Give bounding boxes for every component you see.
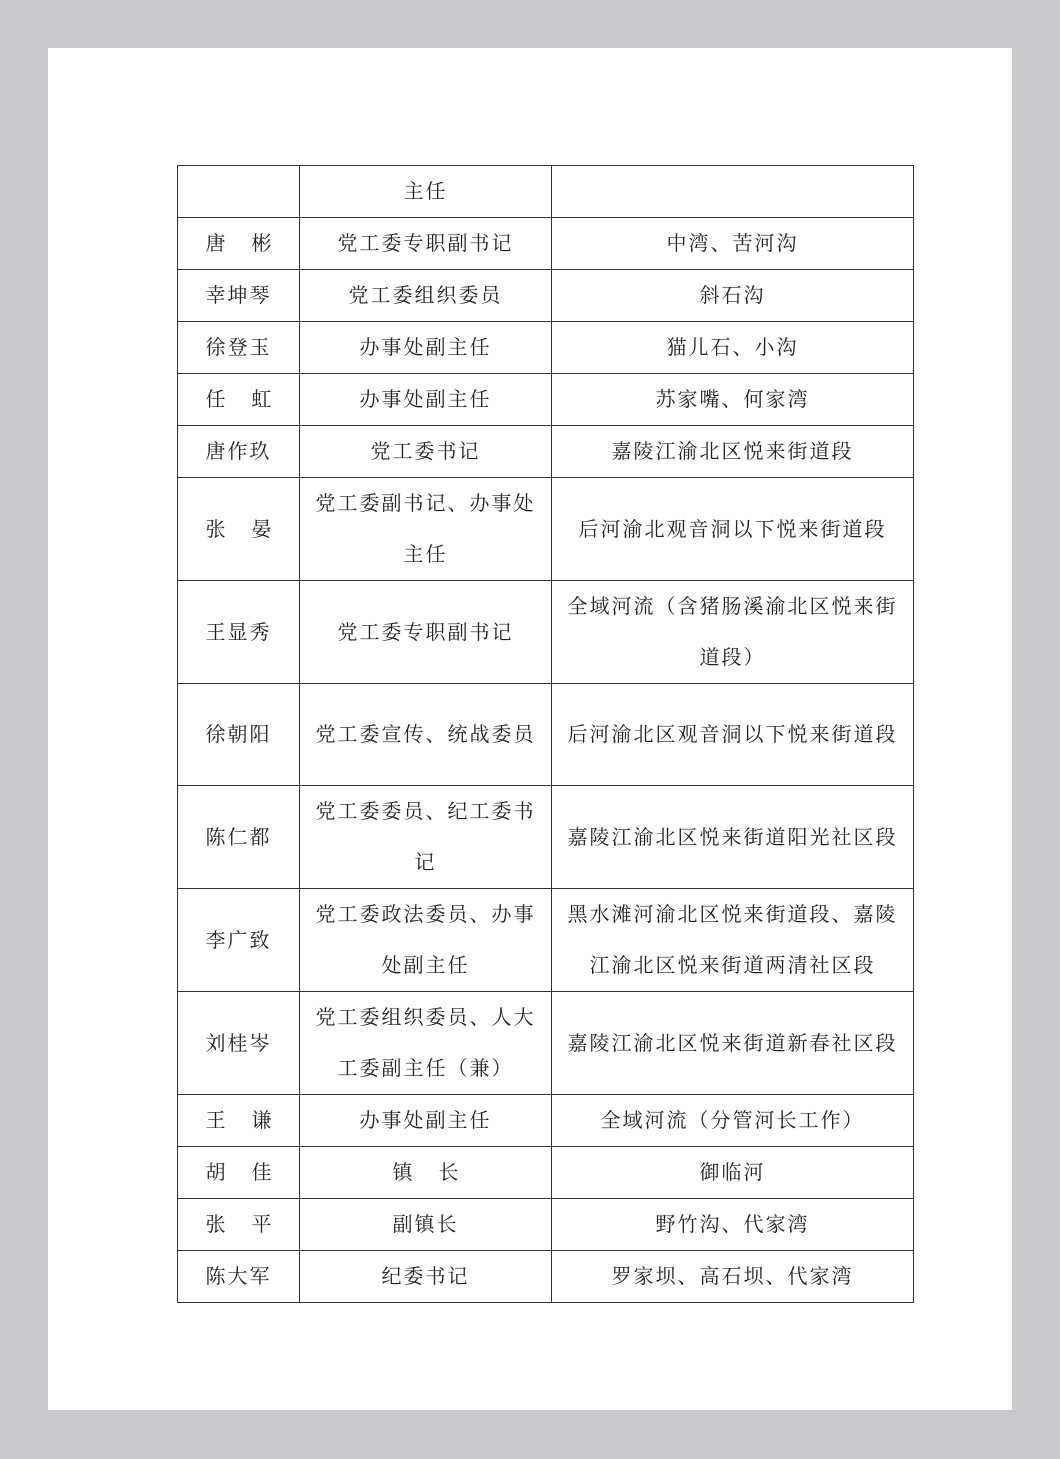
area-cell: 猫儿石、小沟 <box>552 322 914 374</box>
table-row <box>178 166 914 218</box>
table-row <box>178 322 914 374</box>
document-page <box>48 48 1012 1410</box>
area-cell: 野竹沟、代家湾 <box>552 1199 914 1251</box>
table-row <box>178 218 914 270</box>
area-cell: 嘉陵江渝北区悦来街道阳光社区段 <box>552 786 914 889</box>
title-cell: 办事处副主任 <box>300 1095 552 1147</box>
name-cell: 徐朝阳 <box>178 684 300 786</box>
name-cell: 陈仁都 <box>178 786 300 889</box>
table-row <box>178 581 914 684</box>
name-cell: 王显秀 <box>178 581 300 684</box>
name-cell: 张晏 <box>178 478 300 581</box>
table-row <box>178 1199 914 1251</box>
name-cell: 幸坤琴 <box>178 270 300 322</box>
name-cell: 徐登玉 <box>178 322 300 374</box>
table-row <box>178 1147 914 1199</box>
area-cell: 全域河流（分管河长工作） <box>552 1095 914 1147</box>
table-row <box>178 374 914 426</box>
table-row <box>178 992 914 1095</box>
title-cell: 副镇长 <box>300 1199 552 1251</box>
title-cell: 党工委组织委员、人大工委副主任（兼） <box>300 992 552 1095</box>
table-row <box>178 426 914 478</box>
title-cell: 党工委政法委员、办事处副主任 <box>300 889 552 992</box>
table-row <box>178 1095 914 1147</box>
name-cell: 李广致 <box>178 889 300 992</box>
river-chief-table <box>177 165 914 1303</box>
title-cell: 办事处副主任 <box>300 374 552 426</box>
name-cell: 唐作玖 <box>178 426 300 478</box>
table-row <box>178 889 914 992</box>
name-cell <box>178 166 300 218</box>
title-cell: 党工委书记 <box>300 426 552 478</box>
area-cell: 苏家嘴、何家湾 <box>552 374 914 426</box>
title-cell: 纪委书记 <box>300 1251 552 1303</box>
title-cell: 党工委委员、纪工委书记 <box>300 786 552 889</box>
title-cell: 党工委专职副书记 <box>300 581 552 684</box>
name-cell: 胡佳 <box>178 1147 300 1199</box>
table-row <box>178 684 914 786</box>
table-row <box>178 1251 914 1303</box>
area-cell: 全域河流（含猪肠溪渝北区悦来街道段） <box>552 581 914 684</box>
name-cell: 王谦 <box>178 1095 300 1147</box>
title-cell: 党工委宣传、统战委员 <box>300 684 552 786</box>
name-cell: 刘桂岑 <box>178 992 300 1095</box>
title-cell: 主任 <box>300 166 552 218</box>
title-cell: 办事处副主任 <box>300 322 552 374</box>
title-cell: 党工委副书记、办事处主任 <box>300 478 552 581</box>
table-row <box>178 478 914 581</box>
area-cell: 中湾、苦河沟 <box>552 218 914 270</box>
area-cell: 黑水滩河渝北区悦来街道段、嘉陵江渝北区悦来街道两清社区段 <box>552 889 914 992</box>
title-cell: 党工委专职副书记 <box>300 218 552 270</box>
area-cell <box>552 166 914 218</box>
area-cell: 后河渝北区观音洞以下悦来街道段 <box>552 684 914 786</box>
area-cell: 御临河 <box>552 1147 914 1199</box>
area-cell: 斜石沟 <box>552 270 914 322</box>
area-cell: 嘉陵江渝北区悦来街道段 <box>552 426 914 478</box>
name-cell: 任虹 <box>178 374 300 426</box>
table-row <box>178 786 914 889</box>
table-row <box>178 270 914 322</box>
name-cell: 陈大军 <box>178 1251 300 1303</box>
title-cell: 党工委组织委员 <box>300 270 552 322</box>
name-cell: 唐彬 <box>178 218 300 270</box>
area-cell: 罗家坝、高石坝、代家湾 <box>552 1251 914 1303</box>
name-cell: 张平 <box>178 1199 300 1251</box>
area-cell: 后河渝北观音洞以下悦来街道段 <box>552 478 914 581</box>
title-cell: 镇长 <box>300 1147 552 1199</box>
area-cell: 嘉陵江渝北区悦来街道新春社区段 <box>552 992 914 1095</box>
